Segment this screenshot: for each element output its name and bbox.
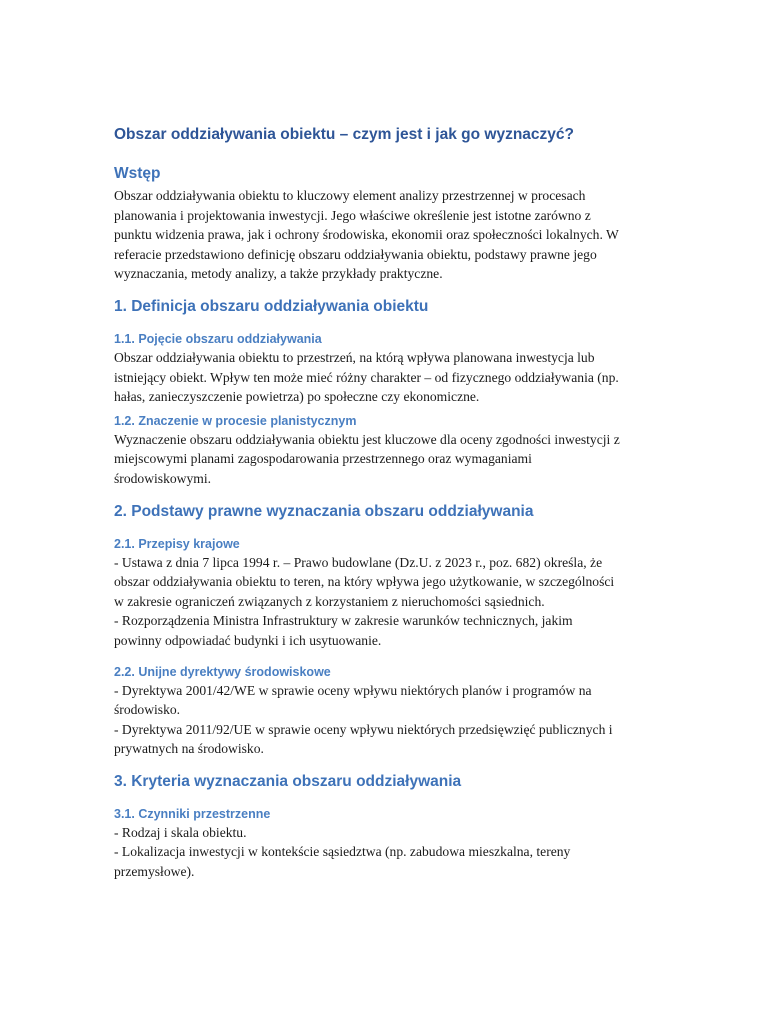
section-1-2-heading: 1.2. Znaczenie w procesie planistycznym [114,413,357,428]
section-2-1-heading: 2.1. Przepisy krajowe [114,536,240,551]
section-1-2-paragraph [114,430,659,489]
text-line: Wyznaczenie obszaru oddziaływania obiektu jest kluczowe dla oceny zgodności inwestycji z [114,431,620,447]
text-line: - Ustawa z dnia 7 lipca 1994 r. – Prawo budowlane (Dz.U. z 2023 r., poz. 682) określa, że [114,554,603,570]
section-2-2-heading: 2.2. Unijne dyrektywy środowiskowe [114,664,331,679]
text-line: - Rodzaj i skala obiektu. [114,824,247,840]
text-line: wyznaczania, metody analizy, a także przykłady praktyczne. [114,266,443,282]
text-line: miejscowymi planami zagospodarowania przestrzennego oraz wymaganiami [114,451,532,467]
text-line: - Lokalizacja inwestycji w kontekście sąsiedztwa (np. zabudowa mieszkalna, tereny [114,844,571,860]
section-1-1-heading: 1.1. Pojęcie obszaru oddziaływania [114,331,322,346]
text-line: prywatnych na środowisko. [114,741,264,757]
text-line: powinny odpowiadać budynki i ich usytuowanie. [114,632,382,648]
section-2-2-paragraph [114,681,659,759]
text-line: Obszar oddziaływania obiektu to kluczowy element analizy przestrzennej w procesach [114,188,586,203]
text-line: środowiskowymi. [114,470,212,486]
text-line: referacie przedstawiono definicję obszaru oddziaływania obiektu, podstawy prawne jego [114,246,597,262]
text-line: obszar oddziaływania obiektu to teren, na który wpływa jego użytkowanie, w szczególności [114,574,615,590]
document-title: Obszar oddziaływania obiektu – czym jest i jak go wyznaczyć? [114,126,574,143]
intro-paragraph [114,186,659,284]
document-page [114,124,659,882]
intro-heading: Wstęp [114,165,161,182]
section-2-1-paragraph [114,553,659,651]
section-1-1-paragraph [114,348,659,407]
text-line: w zakresie ograniczeń związanych z korzystaniem z nieruchomości sąsiednich. [114,593,545,609]
section-3-1-heading: 3.1. Czynniki przestrzenne [114,806,271,821]
text-line: planowania i projektowania inwestycji. Jego właściwe określenie jest istotne zarówno z [114,207,591,223]
text-line: istniejący obiekt. Wpływ ten może mieć różny charakter – od fizycznego oddziaływania (np. [114,369,619,385]
text-line: punktu widzenia prawa, jak i ochrony środowiska, ekonomii oraz społeczności lokalnych. W [114,227,619,243]
section-1-heading: 1. Definicja obszaru oddziaływania obiektu [114,297,429,315]
text-line: Obszar oddziaływania obiektu to przestrzeń, na którą wpływa planowana inwestycja lub [114,349,595,365]
section-2-heading: 2. Podstawy prawne wyznaczania obszaru oddziaływania [114,502,534,520]
text-line: - Dyrektywa 2001/42/WE w sprawie oceny wpływu niektórych planów i programów na [114,682,592,698]
text-line: hałas, zanieczyszczenie powietrza) po społeczne czy ekonomiczne. [114,389,480,405]
section-3-heading: 3. Kryteria wyznaczania obszaru oddziaływania [114,772,462,790]
text-line: przemysłowe). [114,864,195,880]
text-line: - Rozporządzenia Ministra Infrastruktury w zakresie warunków technicznych, jakim [114,613,573,629]
text-line: środowisko. [114,702,181,718]
text-line: - Dyrektywa 2011/92/UE w sprawie oceny wpływu niektórych przedsięwzięć publicznych i [114,721,613,737]
section-3-1-paragraph [114,823,659,882]
